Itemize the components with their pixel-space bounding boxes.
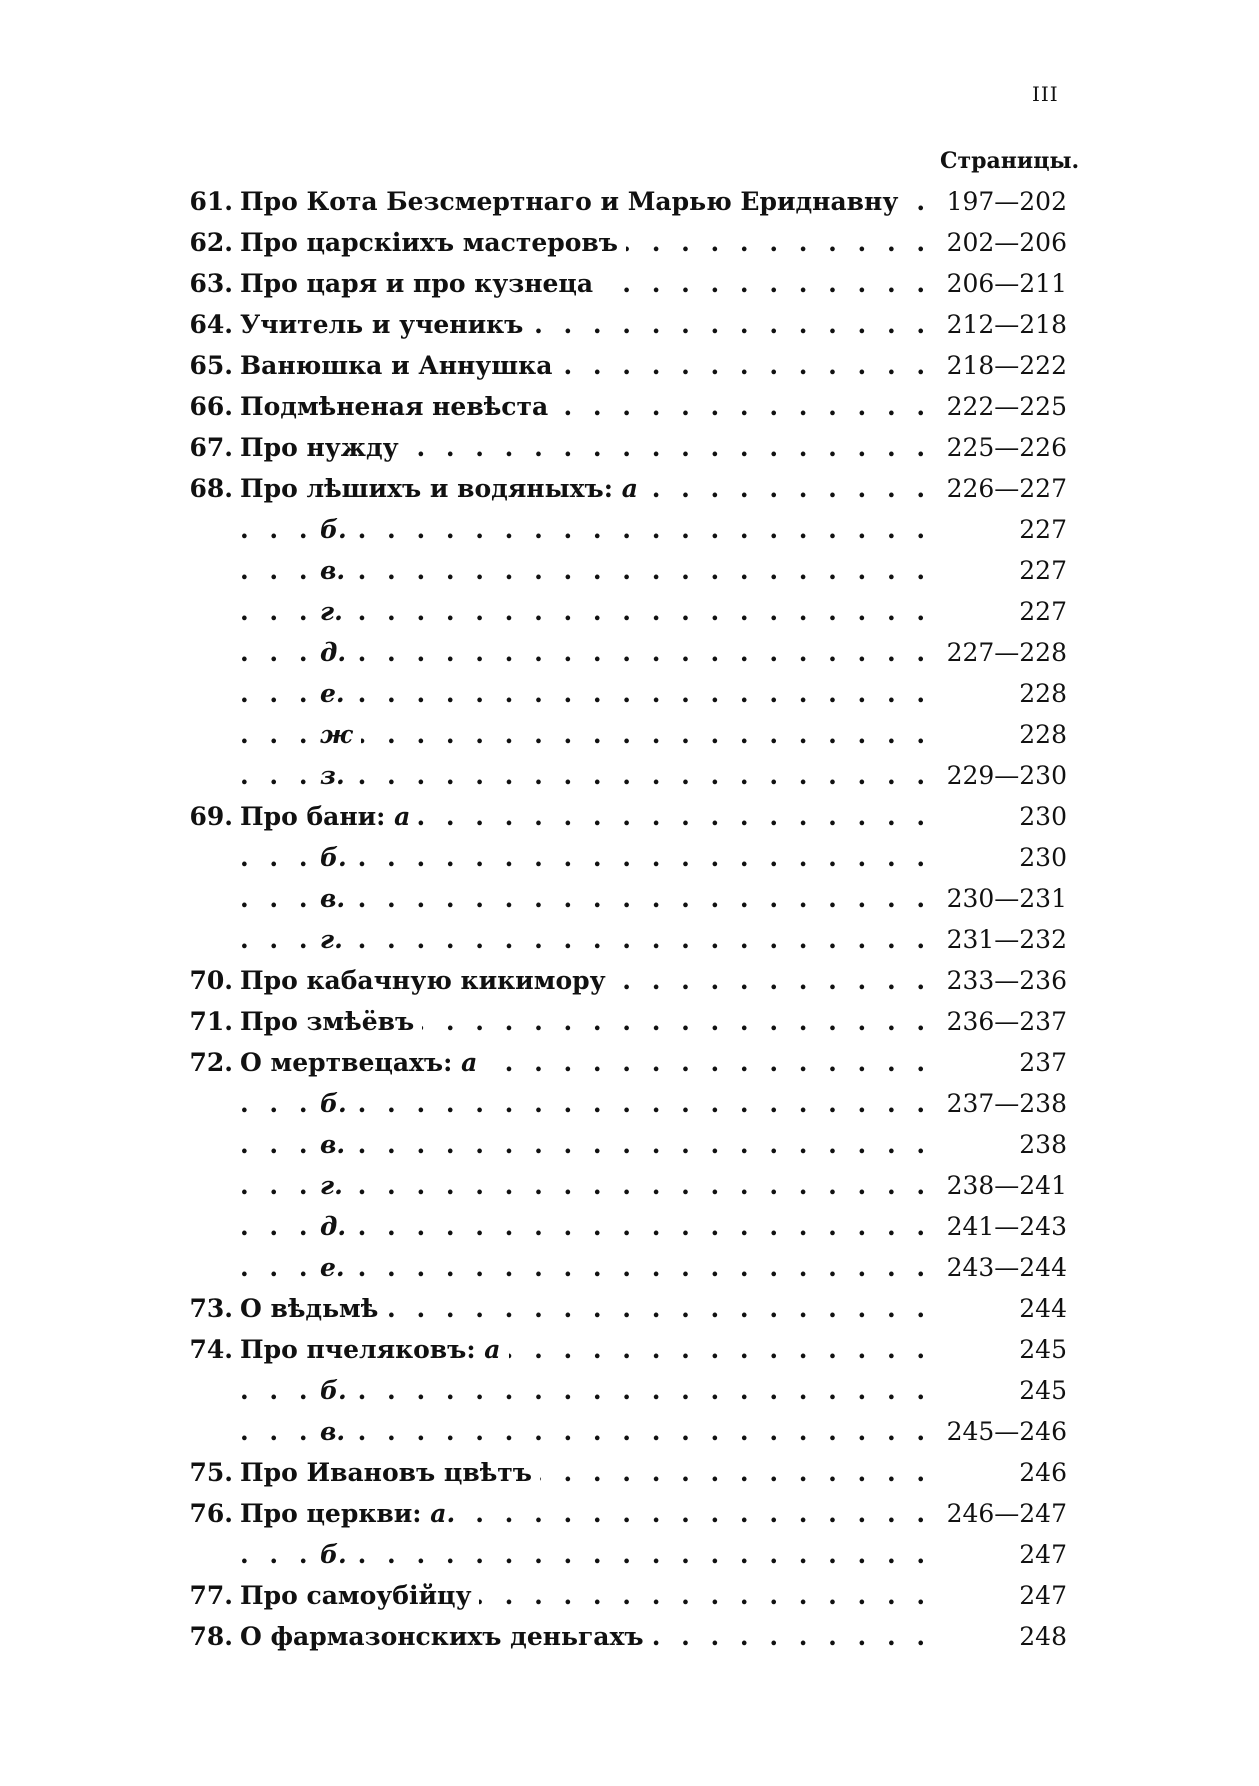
entry-number: 75. xyxy=(189,1458,233,1487)
entry-number: 68. xyxy=(189,474,233,503)
entry-number: 65. xyxy=(189,351,233,380)
entry-pages: 226—227 xyxy=(941,468,1067,509)
entry-sub-letter: б. xyxy=(320,1370,355,1411)
toc-entry xyxy=(0,1165,1259,1206)
entry-title xyxy=(240,1288,386,1329)
entry-number: 71. xyxy=(189,1007,233,1036)
entry-pages: 230—231 xyxy=(941,878,1067,919)
entry-pages: 206—211 xyxy=(941,263,1067,304)
toc-entry xyxy=(0,1083,1259,1124)
entry-pages: 238 xyxy=(1013,1124,1067,1165)
entry-title-text: Про царя и про кузнеца xyxy=(240,269,594,298)
entry-sub-letter: а. xyxy=(430,1499,456,1528)
toc-entry xyxy=(0,468,1259,509)
toc-entry xyxy=(0,1411,1259,1452)
entry-sub-letter: д. xyxy=(320,632,354,673)
entry-sub-letter: а xyxy=(461,1048,478,1077)
entry-pages: 228 xyxy=(1013,714,1067,755)
entry-sub-letter: б. xyxy=(320,509,355,550)
entry-title xyxy=(240,304,531,345)
toc-entry xyxy=(0,427,1259,468)
entry-pages: 237 xyxy=(1013,1042,1067,1083)
entry-title xyxy=(240,1042,485,1083)
entry-title xyxy=(240,1575,479,1616)
toc-entry xyxy=(0,345,1259,386)
toc-entry xyxy=(0,1042,1259,1083)
entry-pages: 230 xyxy=(1013,837,1067,878)
toc-entry xyxy=(0,755,1259,796)
toc-entry xyxy=(0,878,1259,919)
entry-title xyxy=(240,263,601,304)
entry-title xyxy=(240,427,407,468)
entry-number: 62. xyxy=(189,228,233,257)
entry-title-text: Про царскіихъ мастеровъ xyxy=(240,228,618,257)
entry-pages: 236—237 xyxy=(941,1001,1067,1042)
entry-title-text: Учитель и ученикъ xyxy=(240,310,524,339)
entry-pages: 243—244 xyxy=(941,1247,1067,1288)
entry-pages: 237—238 xyxy=(941,1083,1067,1124)
entry-title-text: Ванюшка и Аннушка xyxy=(240,351,553,380)
entry-number: 61. xyxy=(189,187,233,216)
entry-title-text: О фармазонскихъ деньгахъ xyxy=(240,1622,644,1651)
entry-number: 63. xyxy=(189,269,233,298)
entry-pages: 244 xyxy=(1013,1288,1067,1329)
entry-pages: 247 xyxy=(1013,1534,1067,1575)
table-of-contents xyxy=(0,181,1259,1657)
entry-sub-letter: в. xyxy=(320,550,353,591)
toc-entry xyxy=(0,919,1259,960)
entry-pages: 227 xyxy=(1013,591,1067,632)
entry-title xyxy=(240,181,906,222)
entry-sub-letter: в. xyxy=(320,1411,353,1452)
toc-entry xyxy=(0,1616,1259,1657)
entry-number: 70. xyxy=(189,966,233,995)
entry-title xyxy=(240,1329,509,1370)
toc-entry xyxy=(0,714,1259,755)
entry-sub-letter: ж xyxy=(320,714,361,755)
entry-number: 64. xyxy=(189,310,233,339)
entry-pages: 228 xyxy=(1013,673,1067,714)
toc-entry xyxy=(0,1329,1259,1370)
entry-sub-letter: в. xyxy=(320,878,353,919)
entry-sub-letter: б. xyxy=(320,837,355,878)
entry-title-text: Про лѣшихъ и водяныхъ: xyxy=(240,474,613,503)
entry-pages: 248 xyxy=(1013,1616,1067,1657)
entry-sub-letter: г. xyxy=(320,919,351,960)
entry-pages: 230 xyxy=(1013,796,1067,837)
toc-entry xyxy=(0,1206,1259,1247)
entry-pages: 233—236 xyxy=(941,960,1067,1001)
toc-entry xyxy=(0,591,1259,632)
toc-entry xyxy=(0,1124,1259,1165)
toc-entry xyxy=(0,796,1259,837)
entry-title-text: Про Кота Безсмертнаго и Марью Ериднавну xyxy=(240,187,899,216)
entry-pages: 227 xyxy=(1013,550,1067,591)
entry-title xyxy=(240,960,614,1001)
entry-pages: 245 xyxy=(1013,1329,1067,1370)
entry-pages: 231—232 xyxy=(941,919,1067,960)
entry-pages: 202—206 xyxy=(941,222,1067,263)
toc-entry xyxy=(0,1001,1259,1042)
entry-sub-letter: а xyxy=(621,474,638,503)
entry-title-text: Про самоубійцу xyxy=(240,1581,472,1610)
entry-number: 67. xyxy=(189,433,233,462)
toc-entry xyxy=(0,1534,1259,1575)
entry-title xyxy=(240,1616,652,1657)
toc-entry xyxy=(0,509,1259,550)
entry-number: 78. xyxy=(189,1622,233,1651)
toc-entry xyxy=(0,386,1259,427)
entry-pages: 245 xyxy=(1013,1370,1067,1411)
entry-pages: 212—218 xyxy=(941,304,1067,345)
entry-title xyxy=(240,386,556,427)
toc-entry xyxy=(0,673,1259,714)
toc-entry xyxy=(0,181,1259,222)
entry-title xyxy=(240,1001,422,1042)
entry-title-text: Про пчеляковъ: xyxy=(240,1335,476,1364)
entry-number: 66. xyxy=(189,392,233,421)
entry-pages: 227 xyxy=(1013,509,1067,550)
entry-sub-letter: д. xyxy=(320,1206,354,1247)
entry-sub-letter: е. xyxy=(320,673,353,714)
entry-number: 77. xyxy=(189,1581,233,1610)
entry-sub-letter: б. xyxy=(320,1534,355,1575)
entry-pages: 245—246 xyxy=(941,1411,1067,1452)
toc-entry xyxy=(0,1493,1259,1534)
entry-sub-letter: в. xyxy=(320,1124,353,1165)
entry-pages: 227—228 xyxy=(941,632,1067,673)
entry-pages: 246 xyxy=(1013,1452,1067,1493)
entry-number: 72. xyxy=(189,1048,233,1077)
entry-sub-letter: г. xyxy=(320,1165,351,1206)
entry-title-text: О мертвецахъ: xyxy=(240,1048,453,1077)
page-number: III xyxy=(1032,82,1059,106)
toc-entry xyxy=(0,263,1259,304)
toc-entry xyxy=(0,222,1259,263)
toc-entry xyxy=(0,304,1259,345)
toc-entry xyxy=(0,632,1259,673)
entry-title xyxy=(240,222,626,263)
toc-entry xyxy=(0,550,1259,591)
entry-number: 69. xyxy=(189,802,233,831)
entry-sub-letter: з. xyxy=(320,755,353,796)
entry-pages: 218—222 xyxy=(941,345,1067,386)
entry-title-text: Про нужду xyxy=(240,433,399,462)
entry-title xyxy=(240,796,418,837)
entry-sub-letter: е. xyxy=(320,1247,353,1288)
entry-title xyxy=(240,1452,540,1493)
entry-title-text: Про кабачную кикимору xyxy=(240,966,606,995)
entry-title-text: Подмѣненая невѣста xyxy=(240,392,549,421)
toc-entry xyxy=(0,1370,1259,1411)
entry-number: 74. xyxy=(189,1335,233,1364)
entry-title xyxy=(240,1493,463,1534)
entry-pages: 225—226 xyxy=(941,427,1067,468)
toc-entry xyxy=(0,1288,1259,1329)
entry-number: 73. xyxy=(189,1294,233,1323)
entry-pages: 197—202 xyxy=(941,181,1067,222)
entry-title-text: Про Ивановъ цвѣтъ xyxy=(240,1458,532,1487)
entry-title xyxy=(240,345,560,386)
toc-entry xyxy=(0,837,1259,878)
entry-pages: 222—225 xyxy=(941,386,1067,427)
entry-pages: 238—241 xyxy=(941,1165,1067,1206)
entry-sub-letter: г. xyxy=(320,591,351,632)
entry-title xyxy=(240,468,646,509)
entry-title-text: Про змѣёвъ xyxy=(240,1007,415,1036)
toc-entry xyxy=(0,1575,1259,1616)
entry-pages: 229—230 xyxy=(941,755,1067,796)
entry-title-text: Про церкви: xyxy=(240,1499,422,1528)
entry-title-text: Про бани: xyxy=(240,802,386,831)
toc-entry xyxy=(0,1247,1259,1288)
entry-number: 76. xyxy=(189,1499,233,1528)
entry-sub-letter: а xyxy=(484,1335,501,1364)
toc-entry xyxy=(0,1452,1259,1493)
column-header-pages: Страницы. xyxy=(940,148,1080,174)
entry-sub-letter: а xyxy=(394,802,411,831)
entry-pages: 247 xyxy=(1013,1575,1067,1616)
entry-pages: 246—247 xyxy=(941,1493,1067,1534)
entry-pages: 241—243 xyxy=(941,1206,1067,1247)
entry-sub-letter: б. xyxy=(320,1083,355,1124)
entry-title-text: О вѣдьмѣ xyxy=(240,1294,379,1323)
toc-entry xyxy=(0,960,1259,1001)
